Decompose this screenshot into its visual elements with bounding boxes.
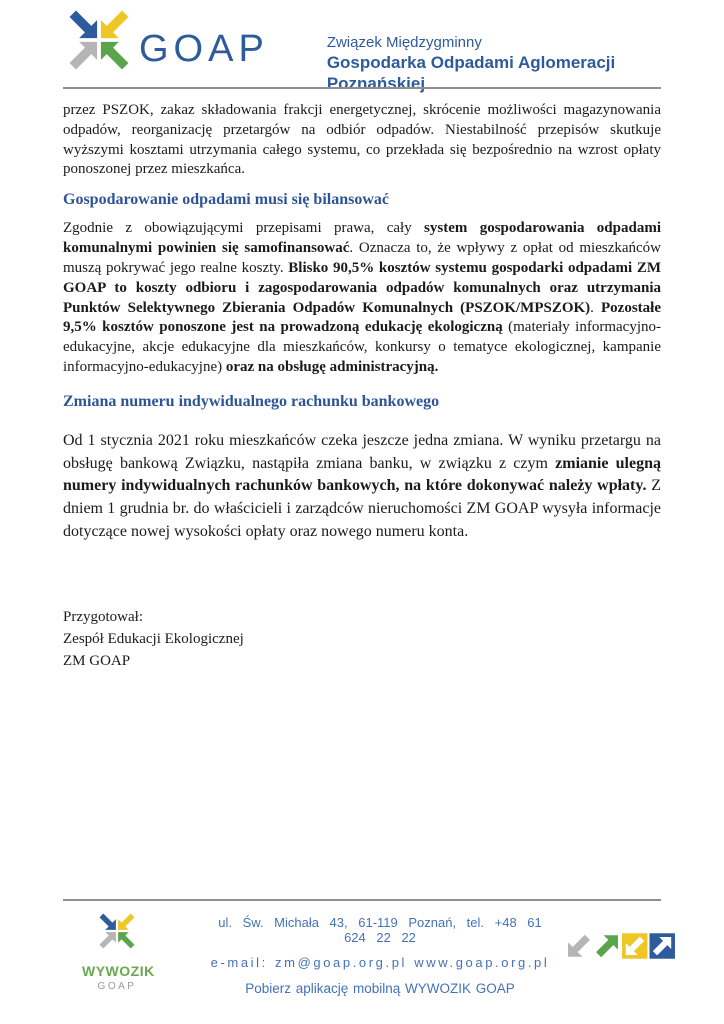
- paragraph-balance: Zgodnie z obowiązującymi przepisami prawa, cały system gospodarowania odpadami komunalnymi powinien się samofinansować. Oznacza to, że wpływy z opłat od mieszkańców muszą pokrywać jego realne koszty. Blisko 90,5% kosztów systemu gospodarki odpadami ZM GOAP to koszty odbioru i zagospodarowania odpadów komunalnych oraz utrzymania Punktów Selektywnego Zbierania Odpadów Komunalnych (PSZOK/MPSZOK). Pozostałe 9,5% kosztów ponoszone jest na prowadzoną edukację ekologiczną (materiały informacyjno-edukacyjne, akcje edukacyjne dla mieszkańców, konkursy o tematyce ekologicznej, kampanie informacyjno-edukacyjne) oraz na obsługę administracyjną.: [63, 220, 662, 375]
- footer-address: ul. Św. Michała 43, 61-119 Poznań, tel. +48 61 624 22 22: [218, 915, 542, 945]
- header: [67, 8, 661, 95]
- wywozik-logo: [82, 912, 155, 992]
- wywozik-label: WYWOZIK: [82, 963, 155, 979]
- signature-team: Zespół Edukacji Ekologicznej: [63, 630, 244, 647]
- section-heading-balance: Gospodarowanie odpadami musi się bilansować: [63, 191, 389, 209]
- footer-contact: [205, 915, 555, 996]
- paragraph-intro: przez PSZOK, zakaz składowania frakcji energetycznej, skrócenie możliwości magazynowania odpadów, reorganizację przetargów na odbiór odpadów. Niestabilność przepisów skutkuje wyższymi kosztami utrzymania całego systemu, co przekłada się bezpośrednio na wzrost opłaty ponoszonej przez mieszkańca.: [63, 102, 661, 178]
- footer-divider: [63, 899, 661, 901]
- signature-block: [63, 607, 244, 672]
- wywozik-sublabel: GOAP: [97, 981, 137, 992]
- footer-arrows-logo: [565, 931, 677, 961]
- paragraph-bank-account: Od 1 stycznia 2021 roku mieszkańców czeka jeszcze jedna zmiana. W wyniku przetargu na obsługę bankową Związku, nastąpiła zmiana banku, w związku z czym zmianie ulegną numery indywidualnych rachunków bankowych, na które dokonywać należy wpłaty. Z dniem 1 grudnia br. do właścicieli i zarządców nieruchomości ZM GOAP wysyła informacje dotyczące nowej wysokości opłaty oraz nowego numeru konta.: [63, 431, 662, 540]
- org-name-line1: Związek Międzygminny: [326, 34, 482, 51]
- section-heading-bank-account: Zmiana numeru indywidualnego rachunku bankowego: [63, 392, 440, 410]
- wywozik-logo-icon: [98, 912, 136, 950]
- org-name: [327, 34, 661, 95]
- footer-email-web: e-mail: zm@goap.org.pl www.goap.org.pl: [210, 955, 550, 970]
- goap-logo-icon: [67, 8, 131, 72]
- signature-prepared-by: Przygotował:: [63, 609, 143, 625]
- goap-logo-text: GOAP: [139, 28, 269, 70]
- header-divider: [63, 87, 661, 89]
- signature-org: ZM GOAP: [63, 652, 131, 669]
- footer-arrows-icon: [565, 931, 677, 961]
- document-body: [63, 101, 661, 550]
- org-name-line2: Gospodarka Odpadami Aglomeracji Poznańskiej: [326, 53, 616, 94]
- footer-app-line: Pobierz aplikację mobilną WYWOZIK GOAP: [245, 981, 515, 996]
